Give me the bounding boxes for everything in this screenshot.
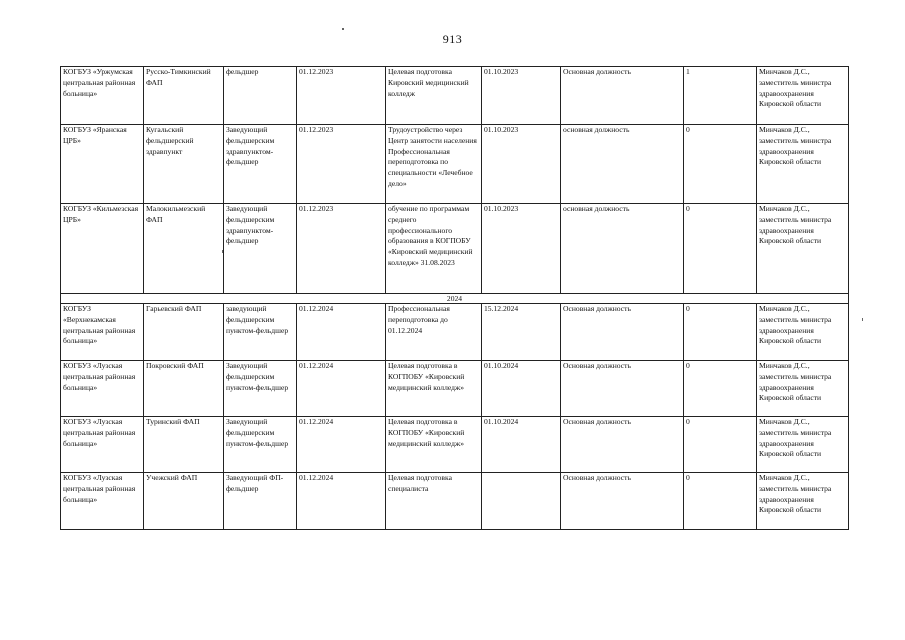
position-cell: Заведующий фельдшерским пунктом-фельдшер — [224, 361, 297, 417]
year-separator: 2024 — [61, 294, 849, 304]
deadline-cell — [482, 473, 561, 530]
date-cell: 01.12.2024 — [297, 417, 386, 473]
count-cell: 0 — [684, 304, 757, 361]
measure-cell: Профессиональная переподготовка до 01.12.2024 — [386, 304, 482, 361]
facility-cell: Учежский ФАП — [144, 473, 224, 530]
post-type-cell: основная должность — [561, 204, 684, 294]
organization-cell: КОГБУЗ «Яранская ЦРБ» — [61, 125, 144, 204]
table-row — [61, 125, 849, 204]
deadline-cell: 15.12.2024 — [482, 304, 561, 361]
date-cell: 01.12.2023 — [297, 204, 386, 294]
page-number: 913 — [442, 32, 463, 46]
table-row — [61, 67, 849, 125]
responsible-cell: Минчаков Д.С., заместитель министра здравоохранения Кировской области — [757, 125, 849, 204]
position-cell: Заведующий фельдшерским пунктом-фельдшер — [224, 417, 297, 473]
post-type-cell: Основная должность — [561, 473, 684, 530]
post-type-cell: Основная должность — [561, 361, 684, 417]
organization-cell: КОГБУЗ «Верхнекамская центральная районная больница» — [61, 304, 144, 361]
measure-cell: Целевая подготовка в КОГПОБУ «Кировский медицинский колледж» — [386, 417, 482, 473]
count-cell: 0 — [684, 417, 757, 473]
table-row — [61, 473, 849, 530]
position-cell: Заведующий ФП-фельдшер — [224, 473, 297, 530]
count-cell: 1 — [684, 67, 757, 125]
responsible-cell: Минчаков Д.С., заместитель министра здравоохранения Кировской области — [757, 473, 849, 530]
deadline-cell: 01.10.2023 — [482, 204, 561, 294]
table-row — [61, 304, 849, 361]
post-type-cell: Основная должность — [561, 417, 684, 473]
facility-cell: Русско-Тимкинский ФАП — [144, 67, 224, 125]
table-row — [61, 204, 849, 294]
scan-speck — [862, 318, 863, 321]
table-row — [61, 361, 849, 417]
year-separator-row — [61, 294, 849, 304]
responsible-cell: Минчаков Д.С., заместитель министра здравоохранения Кировской области — [757, 417, 849, 473]
deadline-cell: 01.10.2024 — [482, 417, 561, 473]
responsible-cell: Минчаков Д.С., заместитель министра здравоохранения Кировской области — [757, 67, 849, 125]
measure-cell: Целевая подготовка Кировский медицинский колледж — [386, 67, 482, 125]
count-cell: 0 — [684, 361, 757, 417]
deadline-cell: 01.10.2023 — [482, 67, 561, 125]
facility-cell: Туринский ФАП — [144, 417, 224, 473]
responsible-cell: Минчаков Д.С., заместитель министра здравоохранения Кировской области — [757, 304, 849, 361]
deadline-cell: 01.10.2024 — [482, 361, 561, 417]
facility-cell: Кугальский фельдшерский здравпункт — [144, 125, 224, 204]
measure-cell: Трудоустройство через Центр занятости населения Профессиональная переподготовка по специальности «Лечебное дело» — [386, 125, 482, 204]
organization-cell: КОГБУЗ «Кильмезская ЦРБ» — [61, 204, 144, 294]
organization-cell: КОГБУЗ «Лузская центральная районная больница» — [61, 473, 144, 530]
count-cell: 0 — [684, 473, 757, 530]
measure-cell: обучение по программам среднего профессионального образования в КОГПОБУ «Кировский медицинский колледж» 31.08.2023 — [386, 204, 482, 294]
facility-cell: Гарьевский ФАП — [144, 304, 224, 361]
count-cell: 0 — [684, 204, 757, 294]
responsible-cell: Минчаков Д.С., заместитель министра здравоохранения Кировской области — [757, 204, 849, 294]
post-type-cell: основная должность — [561, 125, 684, 204]
date-cell: 01.12.2024 — [297, 473, 386, 530]
date-cell: 01.12.2023 — [297, 67, 386, 125]
post-type-cell: Основная должность — [561, 67, 684, 125]
organization-cell: КОГБУЗ «Уржумская центральная районная больница» — [61, 67, 144, 125]
date-cell: 01.12.2024 — [297, 304, 386, 361]
date-cell: 01.12.2024 — [297, 361, 386, 417]
deadline-cell: 01.10.2023 — [482, 125, 561, 204]
position-cell: фельдшер — [224, 67, 297, 125]
table-row — [61, 417, 849, 473]
position-cell: заведующий фельдшерским пунктом-фельдшер — [224, 304, 297, 361]
facility-cell: Малокильмезский ФАП — [144, 204, 224, 294]
measure-cell: Целевая подготовка специалиста — [386, 473, 482, 530]
responsible-cell: Минчаков Д.С., заместитель министра здравоохранения Кировской области — [757, 361, 849, 417]
organization-cell: КОГБУЗ «Лузская центральная районная больница» — [61, 417, 144, 473]
facility-cell: Покровский ФАП — [144, 361, 224, 417]
scan-speck — [342, 28, 344, 30]
count-cell: 0 — [684, 125, 757, 204]
post-type-cell: Основная должность — [561, 304, 684, 361]
position-cell: Заведующий фельдшерским здравпунктом-фельдшер — [224, 125, 297, 204]
position-cell: Заведующий фельдшерским здравпунктом-фельдшер — [224, 204, 297, 294]
date-cell: 01.12.2023 — [297, 125, 386, 204]
measure-cell: Целевая подготовка в КОГПОБУ «Кировский медицинский колледж» — [386, 361, 482, 417]
organization-cell: КОГБУЗ «Лузская центральная районная больница» — [61, 361, 144, 417]
vacancy-table — [60, 66, 849, 530]
